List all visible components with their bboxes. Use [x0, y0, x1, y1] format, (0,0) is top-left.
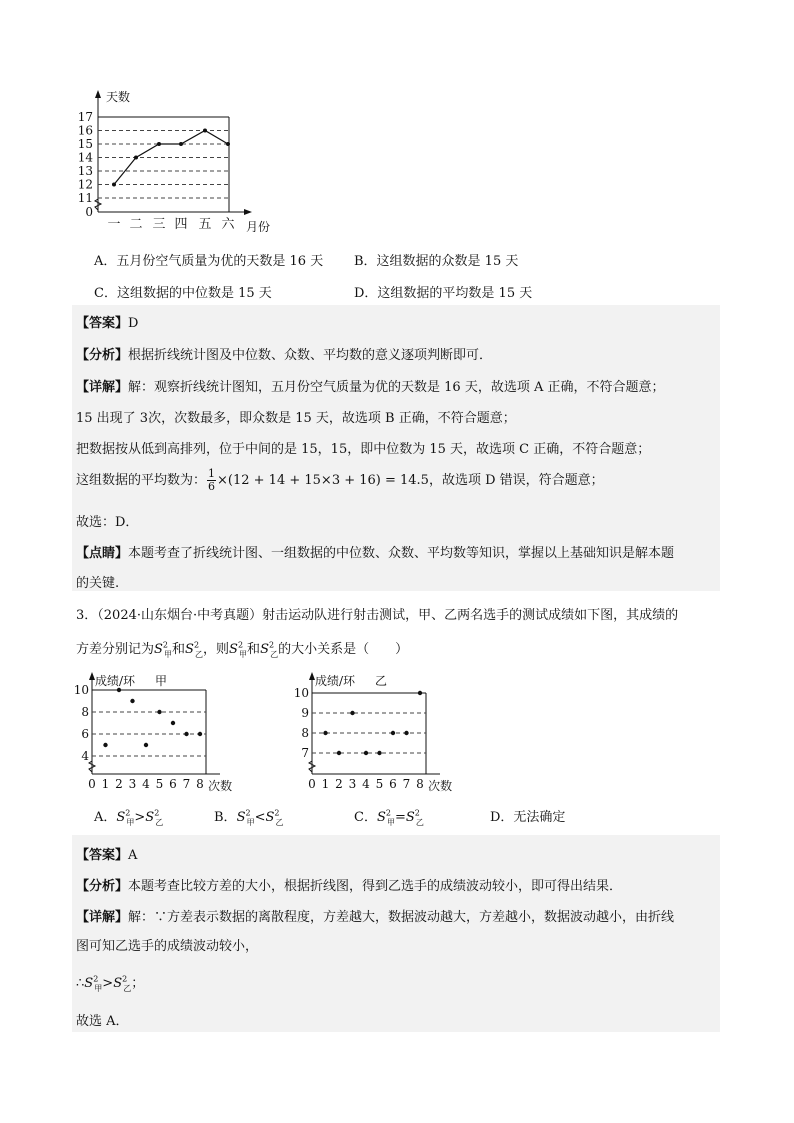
q3-analysis: 【分析】本题考查比较方差的大小，根据折线图，得到乙选手的成绩波动较小，即可得出结果． [76, 879, 623, 894]
y-tick-label: 0 [85, 205, 93, 219]
q2-option-a: A．五月份空气质量为优的天数是 16 天 [94, 254, 324, 269]
q2-detail-2: 15 出现了 3次，次数最多，即众数是 15 天，故选项 B 正确，不符合题意； [76, 411, 516, 426]
x-tick-label: 4 [362, 777, 370, 791]
y-tick-label: 16 [77, 123, 93, 138]
q2-option-d: D．这组数据的平均数是 15 天 [354, 286, 533, 301]
x-tick-label: 5 [155, 777, 164, 791]
data-point [418, 691, 422, 695]
y-tick-label: 13 [77, 164, 93, 178]
y-axis-arrow [95, 90, 101, 98]
q2-comment-1: 【点睛】本题考查了折线统计图、一组数据的中位数、众数、平均数等知识，掌握以上基础知识是解本题 [76, 546, 675, 561]
q3-answer: 【答案】A [76, 848, 138, 863]
x-tick-label: 6 [389, 777, 397, 791]
y-axis-title: 天数 [106, 90, 131, 104]
data-point [203, 129, 207, 133]
scatter-chart-yi [290, 668, 470, 793]
y-tick-label: 4 [81, 749, 89, 763]
y-tick-label: 14 [77, 150, 93, 165]
line-chart-days [68, 84, 288, 234]
x-axis-title: 次数 [428, 779, 453, 793]
y-tick-label: 8 [301, 726, 309, 740]
q2-analysis: 【分析】根据折线统计图及中位数、众数、平均数的意义逐项判断即可． [76, 348, 493, 363]
y-tick-label: 10 [293, 686, 309, 700]
data-point [130, 699, 134, 703]
y-tick-label: 9 [301, 706, 309, 720]
x-axis-arrow [244, 209, 252, 215]
q2-comment-2: 的关键. [76, 576, 120, 591]
x-axis-title: 月份 [246, 220, 271, 234]
series-label: 甲 [155, 674, 168, 688]
q2-option-c: C．这组数据的中位数是 15 天 [94, 286, 272, 301]
scatter-chart-jia [70, 668, 250, 793]
x-tick-label: 2 [115, 777, 123, 791]
fraction: $\frac{1}{6}$ [208, 467, 216, 493]
q2-detail-4: 这组数据的平均数为： $\frac{1}{6}$ ×(12 + 14 + 15×3 + 16) = 14.5，故选项 D 错误，符合题意； [76, 467, 604, 493]
x-tick-label: 2 [335, 777, 343, 791]
data-point [404, 731, 408, 735]
x-tick-label: 1 [321, 777, 330, 791]
q2-detail-3: 把数据按从低到高排列，位于中间的是 15，15，即中位数为 15 天，故选项 C 正确，不符合题意； [76, 442, 651, 457]
y-tick-label: 10 [73, 683, 89, 697]
y-tick-label: 12 [77, 177, 93, 192]
q3-therefore: $\therefore S^2_甲>S^2_乙$； [76, 974, 145, 993]
x-tick-label: 二 [129, 217, 143, 232]
x-tick-label: 3 [128, 777, 137, 791]
data-point [103, 743, 107, 747]
y-tick-label: 15 [77, 137, 93, 151]
data-point [364, 751, 368, 755]
x-tick-label: 5 [375, 777, 384, 791]
y-axis-title: 成绩/环 [315, 674, 356, 688]
data-point [144, 743, 148, 747]
y-tick-label: 8 [81, 705, 89, 719]
q3-detail-1: 【详解】解：∵方差表示数据的离散程度，方差越大，数据波动越大，方差越小，数据波动越小，由折线 [76, 910, 675, 925]
data-point [157, 142, 161, 146]
data-point [377, 751, 381, 755]
q3-choose: 故选 A． [76, 1014, 129, 1029]
x-tick-label: 一 [107, 217, 121, 232]
data-point [112, 183, 116, 187]
data-point [198, 732, 202, 736]
x-tick-label: 1 [101, 777, 110, 791]
x-tick-label: 8 [196, 777, 204, 791]
data-point [117, 688, 121, 692]
x-tick-label: 7 [402, 777, 411, 791]
x-tick-label: 3 [348, 777, 357, 791]
data-point [157, 710, 161, 714]
data-point [134, 156, 138, 160]
data-point [226, 142, 230, 146]
x-tick-label: 五 [198, 217, 212, 232]
q3-stem-1: 3．（2024·山东烟台·中考真题）射击运动队进行射击测试，甲、乙两名选手的测试成绩如下图，其成绩的 [76, 608, 679, 623]
q2-option-b: B．这组数据的众数是 15 天 [354, 254, 519, 269]
q2-choose: 故选：D． [76, 515, 139, 530]
x-tick-label: 三 [152, 217, 166, 232]
data-point [184, 732, 188, 736]
y-axis-title: 成绩/环 [95, 674, 136, 688]
q2-detail-1: 【详解】解：观察折线统计图知，五月份空气质量为优的天数是 16 天，故选项 A 正确，不符合题意； [76, 380, 665, 395]
x-axis-title: 次数 [208, 779, 233, 793]
q3-option-b: B．$S^2_甲<S^2_乙$ [214, 808, 284, 827]
data-point [350, 711, 354, 715]
data-point [391, 731, 395, 735]
x-tick-label: 7 [182, 777, 191, 791]
x-tick-label: 8 [416, 777, 424, 791]
x-tick-label: 4 [142, 777, 150, 791]
q3-option-c: C．$S^2_甲=S^2_乙$ [354, 808, 424, 827]
q3-stem-2: 方差分别记为$S^2_甲$和$S^2_乙$，则$S^2_甲$和$S^2_乙$的大小关系是（ ） [76, 640, 409, 659]
y-tick-label: 7 [301, 746, 309, 760]
x-tick-label: 六 [221, 217, 235, 232]
data-point [323, 731, 327, 735]
data-point [337, 751, 341, 755]
x-tick-label: 0 [308, 777, 316, 791]
y-tick-label: 11 [77, 191, 93, 205]
q2-answer: 【答案】D [76, 316, 139, 331]
x-tick-label: 6 [169, 777, 177, 791]
q3-option-a: A．$S^2_甲>S^2_乙$ [94, 808, 164, 827]
y-tick-label: 17 [77, 110, 93, 124]
data-point [179, 142, 183, 146]
q3-option-d: D．无法确定 [490, 810, 566, 825]
x-tick-label: 四 [174, 217, 188, 232]
q3-solution-block [72, 835, 720, 1032]
y-tick-label: 6 [81, 727, 89, 741]
q3-detail-2: 图可知乙选手的成绩波动较小， [76, 939, 259, 954]
series-label: 乙 [375, 674, 388, 688]
x-tick-label: 0 [88, 777, 96, 791]
data-point [171, 721, 175, 725]
